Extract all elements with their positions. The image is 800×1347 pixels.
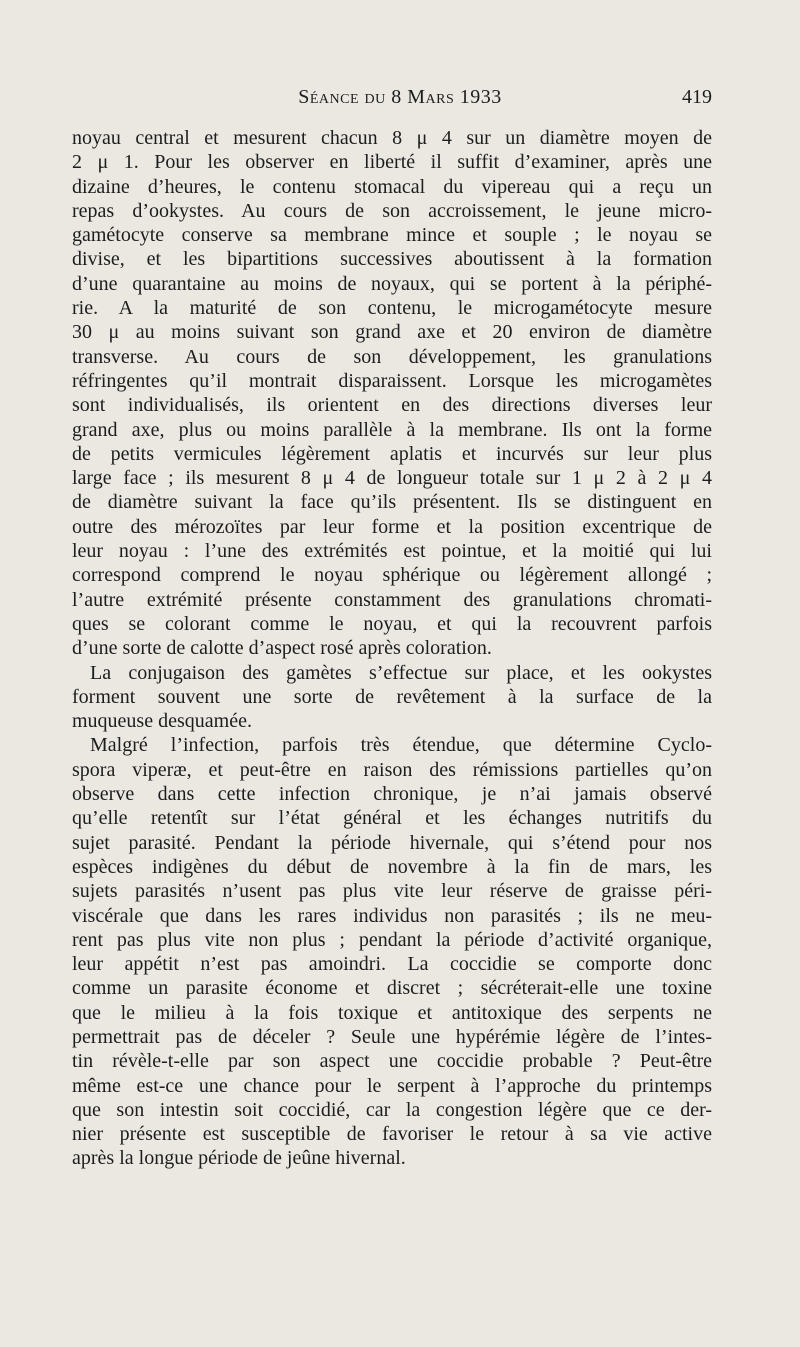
- text-line: l’autre extrémité présente constamment des granulations chromati-: [72, 588, 712, 611]
- text-line: espèces indigènes du début de novembre à la fin de mars, les: [72, 855, 712, 878]
- text-line: sujet parasité. Pendant la période hivernale, qui s’étend pour nos: [72, 831, 712, 854]
- text-line: forment souvent une sorte de revêtement à la surface de la: [72, 685, 712, 708]
- text-line: ques se colorant comme le noyau, et qui la recouvrent parfois: [72, 612, 712, 635]
- text-line: repas d’ookystes. Au cours de son accroissement, le jeune micro-: [72, 199, 712, 222]
- text-line: gamétocyte conserve sa membrane mince et souple ; le noyau se: [72, 224, 712, 247]
- text-line: leur noyau : l’une des extrémités est pointue, et la moitié qui lui: [72, 540, 712, 563]
- text-line: observe dans cette infection chronique, je n’ai jamais observé: [72, 783, 712, 806]
- text-line: rie. A la maturité de son contenu, le microgamétocyte mesure: [72, 297, 712, 320]
- text-line: nier présente est susceptible de favoriser le retour à sa vie active: [72, 1123, 712, 1146]
- text-line: spora viperæ, et peut-être en raison des rémissions partielles qu’on: [72, 758, 712, 781]
- text-line: d’une quarantaine au moins de noyaux, qui se portent à la périphé-: [72, 272, 712, 295]
- text-line: La conjugaison des gamètes s’effectue sur place, et les ookystes: [90, 661, 712, 684]
- text-line: comme un parasite économe et discret ; sécréterait-elle une toxine: [72, 977, 712, 1000]
- text-line: large face ; ils mesurent 8 μ 4 de longueur totale sur 1 μ 2 à 2 μ 4: [72, 467, 713, 490]
- text-line: dizaine d’heures, le contenu stomacal du vipereau qui a reçu un: [72, 175, 712, 198]
- page-header: [0, 86, 800, 116]
- text-line: 2 μ 1. Pour les observer en liberté il suffit d’examiner, après une: [72, 151, 712, 174]
- text-line: d’une sorte de calotte d’aspect rosé après coloration.: [72, 637, 492, 660]
- text-line: rent pas plus vite non plus ; pendant la période d’activité organique,: [72, 928, 712, 951]
- paragraph: [72, 661, 712, 734]
- text-line: viscérale que dans les rares individus non parasités ; ils ne meu-: [72, 904, 712, 927]
- text-line: muqueuse desquamée.: [72, 710, 252, 733]
- body-text: [72, 126, 712, 1171]
- text-line: correspond comprend le noyau sphérique ou légèrement allongé ;: [72, 564, 712, 587]
- text-line: même est-ce une chance pour le serpent à l’approche du printemps: [72, 1074, 712, 1097]
- text-line: leur appétit n’est pas amoindri. La coccidie se comporte donc: [72, 953, 712, 976]
- text-line: de diamètre suivant la face qu’ils présentent. Ils se distinguent en: [72, 491, 712, 514]
- running-head: Séance du 8 Mars 1933: [298, 86, 502, 108]
- text-line: transverse. Au cours de son développement, les granulations: [72, 345, 712, 368]
- text-line: sujets parasités n’usent pas plus vite leur réserve de graisse péri-: [72, 880, 712, 903]
- paragraph: [72, 733, 712, 1170]
- text-line: grand axe, plus ou moins parallèle à la membrane. Ils ont la forme: [72, 418, 712, 441]
- text-line: qu’elle retentît sur l’état général et les échanges nutritifs du: [72, 807, 712, 830]
- text-line: sont individualisés, ils orientent en des directions diverses leur: [72, 394, 712, 417]
- text-line: outre des mérozoïtes par leur forme et la position excentrique de: [72, 515, 712, 538]
- text-line: divise, et les bipartitions successives aboutissent à la formation: [72, 248, 712, 271]
- text-line: noyau central et mesurent chacun 8 μ 4 sur un diamètre moyen de: [72, 127, 712, 149]
- page-number: 419: [682, 86, 712, 108]
- text-line: que son intestin soit coccidié, car la congestion légère que ce der-: [72, 1098, 712, 1121]
- text-line: après la longue période de jeûne hivernal.: [72, 1147, 406, 1170]
- text-line: de petits vermicules légèrement aplatis et incurvés sur leur plus: [72, 442, 712, 465]
- text-line: 30 μ au moins suivant son grand axe et 20 environ de diamètre: [72, 321, 712, 344]
- text-line: Malgré l’infection, parfois très étendue, que détermine Cyclo-: [90, 734, 712, 757]
- text-line: tin révèle-t-elle par son aspect une coccidie probable ? Peut-être: [72, 1050, 712, 1073]
- paragraph: [72, 126, 712, 661]
- text-line: réfringentes qu’il montrait disparaissent. Lorsque les microgamètes: [72, 369, 712, 392]
- text-line: que le milieu à la fois toxique et antitoxique des serpents ne: [72, 1001, 712, 1024]
- text-line: permettrait pas de déceler ? Seule une hypérémie légère de l’intes-: [72, 1025, 712, 1048]
